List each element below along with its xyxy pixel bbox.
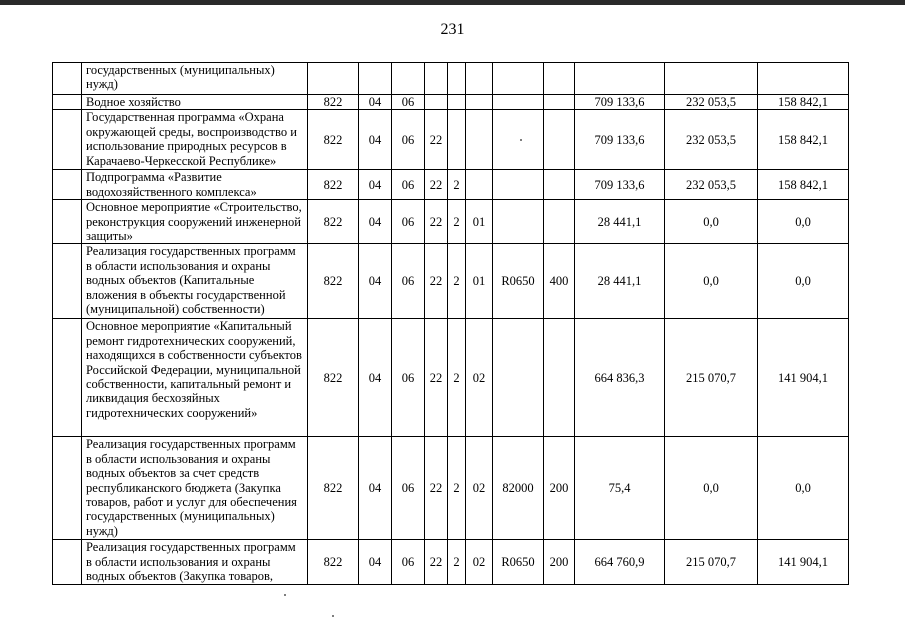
page-number: 231	[440, 21, 465, 38]
cell-cs2	[448, 110, 466, 170]
cell-cs1: 22	[425, 110, 448, 170]
cell-rz: 04	[359, 95, 392, 110]
cell-ved: 822	[308, 244, 359, 319]
cell-y1: 664 836,3	[575, 319, 665, 437]
cell-y1: 28 441,1	[575, 244, 665, 319]
cell-vr: 200	[544, 437, 575, 540]
row-number-cell	[53, 244, 82, 319]
cell-vr: 200	[544, 540, 575, 584]
row-name-cell: Реализация государственных программ в области использования и охраны водных объектов (Закупка товаров,	[82, 540, 308, 584]
cell-pr: 06	[392, 437, 425, 540]
cell-cs3: 01	[466, 200, 493, 244]
cell-y2: 0,0	[665, 200, 758, 244]
cell-cs3: 01	[466, 244, 493, 319]
cell-ved: 822	[308, 437, 359, 540]
cell-cs2: 2	[448, 244, 466, 319]
cell-cs1: 22	[425, 170, 448, 200]
cell-ved	[308, 63, 359, 95]
row-name-cell: Основное мероприятие «Строительство, реконструкция сооружений инженерной защиты»	[82, 200, 308, 244]
cell-cs4	[493, 200, 544, 244]
cell-rz: 04	[359, 244, 392, 319]
cell-cs4: R0650	[493, 244, 544, 319]
cell-cs1: 22	[425, 200, 448, 244]
cell-cs1: 22	[425, 244, 448, 319]
cell-y2: 232 053,5	[665, 95, 758, 110]
cell-y1	[575, 63, 665, 95]
cell-y1: 709 133,6	[575, 170, 665, 200]
cell-y3: 141 904,1	[758, 319, 849, 437]
cell-ved: 822	[308, 110, 359, 170]
cell-cs4: 82000	[493, 437, 544, 540]
cell-y2: 0,0	[665, 244, 758, 319]
scan-speck	[332, 615, 334, 617]
cell-y2: 232 053,5	[665, 170, 758, 200]
cell-y3: 158 842,1	[758, 170, 849, 200]
table-row	[53, 170, 849, 200]
cell-y3: 0,0	[758, 437, 849, 540]
cell-vr	[544, 110, 575, 170]
cell-pr: 06	[392, 110, 425, 170]
cell-cs4: R0650	[493, 540, 544, 584]
row-number-cell	[53, 63, 82, 95]
cell-cs3	[466, 110, 493, 170]
cell-ved: 822	[308, 319, 359, 437]
cell-vr: 400	[544, 244, 575, 319]
cell-cs1: 22	[425, 319, 448, 437]
table-row	[53, 110, 849, 170]
cell-y2: 0,0	[665, 437, 758, 540]
cell-cs2	[448, 63, 466, 95]
row-number-cell	[53, 110, 82, 170]
cell-y2: 215 070,7	[665, 319, 758, 437]
cell-pr: 06	[392, 319, 425, 437]
table-body	[53, 63, 849, 585]
row-name-cell: Реализация государственных программ в области использования и охраны водных объектов (Капитальные вложения в объекты государственной (муниципальной) собственности)	[82, 244, 308, 319]
cell-vr	[544, 95, 575, 110]
budget-table	[52, 62, 849, 585]
cell-vr	[544, 200, 575, 244]
scan-border-top	[0, 0, 905, 5]
cell-cs1	[425, 95, 448, 110]
scan-speck	[520, 139, 522, 141]
cell-y3	[758, 63, 849, 95]
cell-y2: 215 070,7	[665, 540, 758, 584]
row-name-cell: Водное хозяйство	[82, 95, 308, 110]
cell-cs3	[466, 63, 493, 95]
cell-cs4	[493, 95, 544, 110]
cell-rz: 04	[359, 437, 392, 540]
cell-y1: 709 133,6	[575, 95, 665, 110]
cell-vr	[544, 63, 575, 95]
row-number-cell	[53, 437, 82, 540]
row-number-cell	[53, 319, 82, 437]
cell-rz	[359, 63, 392, 95]
cell-rz: 04	[359, 319, 392, 437]
cell-cs4	[493, 110, 544, 170]
cell-rz: 04	[359, 170, 392, 200]
cell-pr: 06	[392, 200, 425, 244]
cell-pr	[392, 63, 425, 95]
table-row	[53, 244, 849, 319]
cell-y3: 0,0	[758, 244, 849, 319]
table-row	[53, 200, 849, 244]
cell-y3: 158 842,1	[758, 95, 849, 110]
cell-cs2: 2	[448, 170, 466, 200]
cell-cs3: 02	[466, 540, 493, 584]
row-number-cell	[53, 200, 82, 244]
cell-pr: 06	[392, 540, 425, 584]
cell-ved: 822	[308, 540, 359, 584]
cell-cs3	[466, 170, 493, 200]
table-row	[53, 63, 849, 95]
row-name-cell: Подпрограмма «Развитие водохозяйственного комплекса»	[82, 170, 308, 200]
row-number-cell	[53, 95, 82, 110]
cell-cs1	[425, 63, 448, 95]
cell-y3: 141 904,1	[758, 540, 849, 584]
cell-ved: 822	[308, 170, 359, 200]
cell-cs1: 22	[425, 540, 448, 584]
cell-vr	[544, 170, 575, 200]
cell-cs2	[448, 95, 466, 110]
row-name-cell: государственных (муниципальных) нужд)	[82, 63, 308, 95]
cell-rz: 04	[359, 540, 392, 584]
cell-rz: 04	[359, 110, 392, 170]
row-name-cell: Основное мероприятие «Капитальный ремонт гидротехнических сооружений, находящихся в собственности субъектов Российской Федерации, муниципальной собственности, капитальный ремонт и ликвидация бесхозяйных гидротехнических сооружений»	[82, 319, 308, 437]
cell-y2	[665, 63, 758, 95]
cell-pr: 06	[392, 95, 425, 110]
cell-cs4	[493, 170, 544, 200]
cell-ved: 822	[308, 95, 359, 110]
row-number-cell	[53, 170, 82, 200]
cell-y1: 75,4	[575, 437, 665, 540]
cell-y3: 0,0	[758, 200, 849, 244]
cell-cs2: 2	[448, 437, 466, 540]
table-row	[53, 319, 849, 437]
cell-cs1: 22	[425, 437, 448, 540]
row-name-cell: Государственная программа «Охрана окружающей среды, воспроизводство и использование природных ресурсов в Карачаево-Черкесской Республике»	[82, 110, 308, 170]
row-name-cell: Реализация государственных программ в области использования и охраны водных объектов за счет средств республиканского бюджета (Закупка товаров, работ и услуг для обеспечения государственных (муниципальных) нужд)	[82, 437, 308, 540]
cell-cs2: 2	[448, 319, 466, 437]
cell-y3: 158 842,1	[758, 110, 849, 170]
row-number-cell	[53, 540, 82, 584]
cell-cs4	[493, 319, 544, 437]
cell-ved: 822	[308, 200, 359, 244]
cell-vr	[544, 319, 575, 437]
cell-cs3: 02	[466, 319, 493, 437]
cell-y1: 28 441,1	[575, 200, 665, 244]
cell-rz: 04	[359, 200, 392, 244]
cell-cs2: 2	[448, 200, 466, 244]
cell-cs3: 02	[466, 437, 493, 540]
cell-cs2: 2	[448, 540, 466, 584]
cell-pr: 06	[392, 244, 425, 319]
table-row	[53, 437, 849, 540]
cell-y2: 232 053,5	[665, 110, 758, 170]
cell-y1: 709 133,6	[575, 110, 665, 170]
cell-y1: 664 760,9	[575, 540, 665, 584]
cell-cs3	[466, 95, 493, 110]
scan-speck	[284, 594, 286, 596]
cell-pr: 06	[392, 170, 425, 200]
table-row	[53, 540, 849, 584]
table-row	[53, 95, 849, 110]
cell-cs4	[493, 63, 544, 95]
